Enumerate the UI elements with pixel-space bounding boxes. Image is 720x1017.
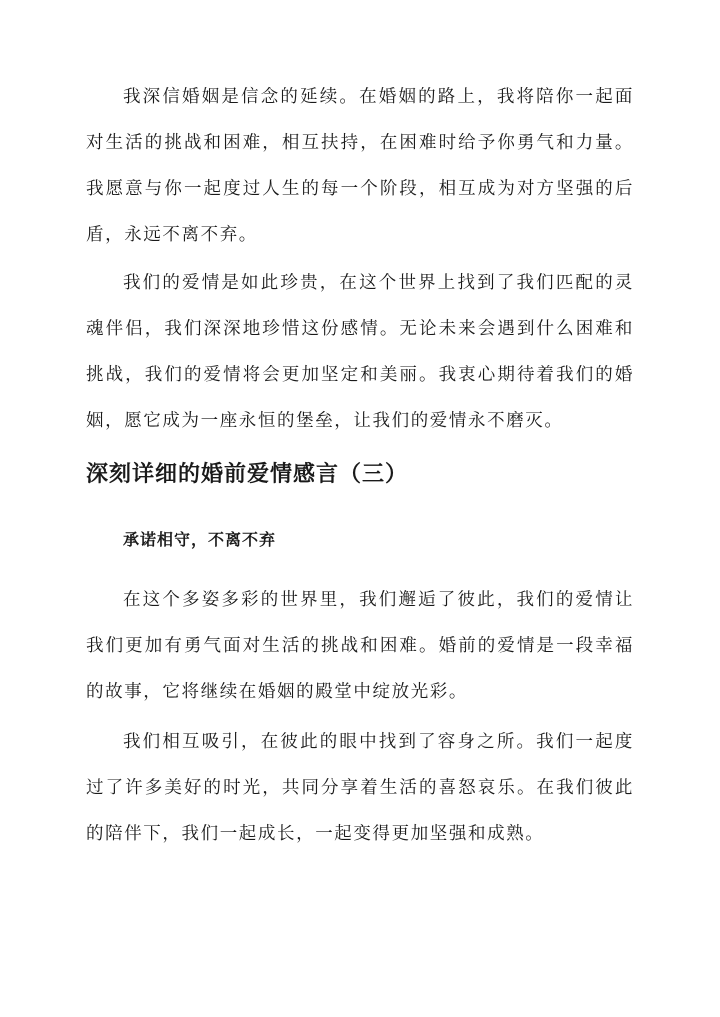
- paragraph-precious-love: 我们的爱情是如此珍贵，在这个世界上找到了我们匹配的灵魂伴侣，我们深深地珍惜这份感情。无论未来会遇到什么困难和挑战，我们的爱情将会更加坚定和美丽。我衷心期待着我们的婚姻，愿它成为一座永恒的堡垒，让我们的爱情永不磨灭。: [86, 273, 634, 431]
- section-subheading: 承诺相守，不离不弃: [123, 530, 277, 549]
- paragraph-colorful-world: 在这个多姿多彩的世界里，我们邂逅了彼此，我们的爱情让我们更加有勇气面对生活的挑战和困难。婚前的爱情是一段幸福的故事，它将继续在婚姻的殿堂中绽放光彩。: [86, 590, 634, 702]
- paragraph-mutual-attraction: 我们相互吸引，在彼此的眼中找到了容身之所。我们一起度过了许多美好的时光，共同分享着生活的喜怒哀乐。在我们彼此的陪伴下，我们一起成长，一起变得更加坚强和成熟。: [86, 732, 634, 844]
- paragraph-marriage-belief: 我深信婚姻是信念的延续。在婚姻的路上，我将陪你一起面对生活的挑战和困难，相互扶持，在困难时给予你勇气和力量。我愿意与你一起度过人生的每一个阶段，相互成为对方坚强的后盾，永远不离不弃。: [86, 87, 634, 245]
- section-heading: 深刻详细的婚前爱情感言（三）: [86, 461, 409, 487]
